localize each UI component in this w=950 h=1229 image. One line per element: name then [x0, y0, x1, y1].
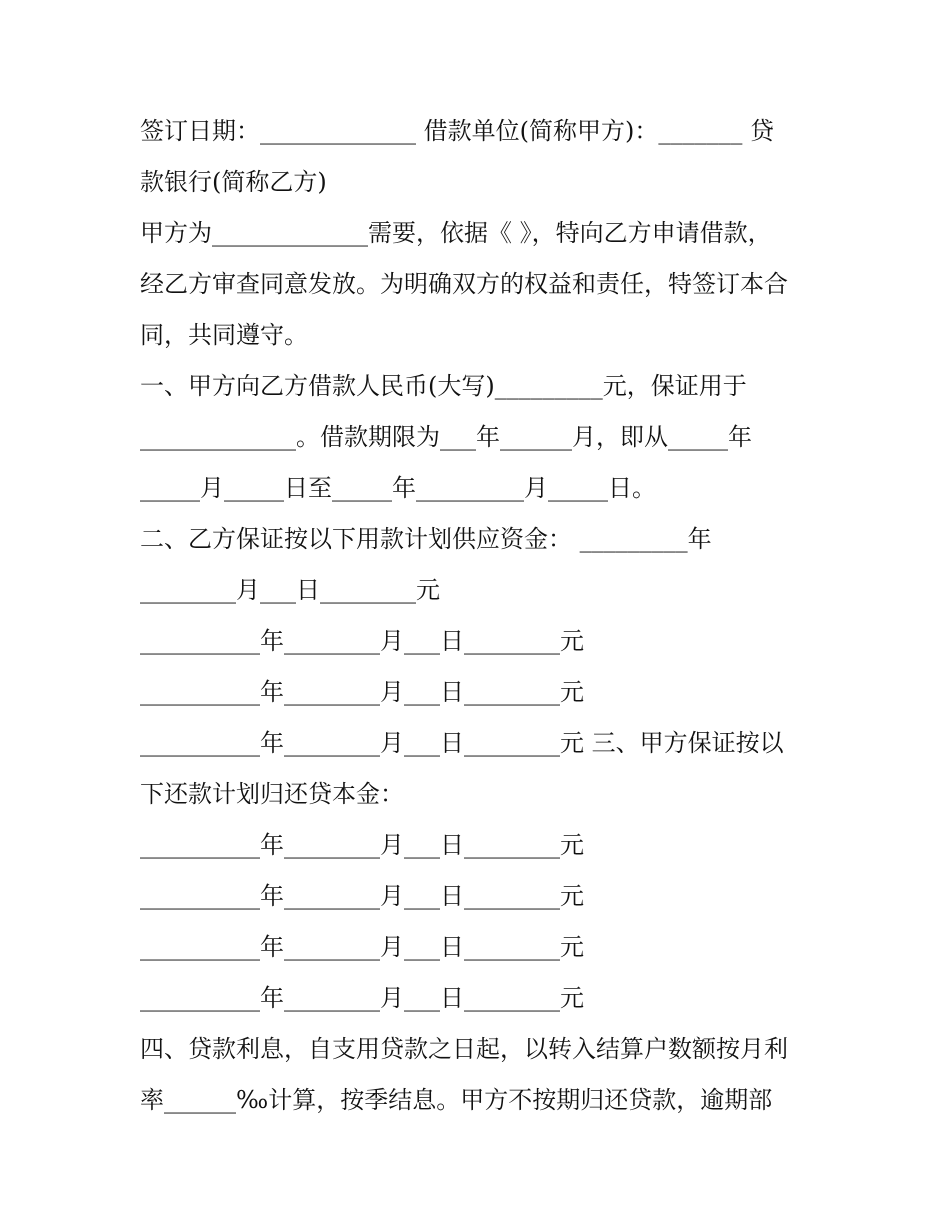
text-line: 同，共同遵守。 [140, 321, 308, 349]
contract-text [140, 106, 820, 1126]
text-line: __________年________月___日________元 [140, 882, 584, 910]
text-line: _____月_____日至_____年_________月_____日。 [140, 474, 656, 502]
text-line: 二、乙方保证按以下用款计划供应资金： _________年 [140, 525, 712, 553]
text-line: __________年________月___日________元 [140, 627, 584, 655]
text-line: __________年________月___日________元 三、甲方保证按以 [140, 729, 784, 757]
text-line: 签订日期：_____________ 借款单位(简称甲方)：_______ 贷 [140, 117, 774, 145]
text-line: ________月___日________元 [140, 576, 440, 604]
text-line: __________年________月___日________元 [140, 831, 584, 859]
text-line: 甲方为_____________需要，依据《 》，特向乙方申请借款， [140, 219, 772, 247]
text-line: 款银行(简称乙方) [140, 168, 327, 196]
text-line: __________年________月___日________元 [140, 678, 584, 706]
text-line: __________年________月___日________元 [140, 984, 584, 1012]
text-line: __________年________月___日________元 [140, 933, 584, 961]
text-line: 经乙方审查同意发放。为明确双方的权益和责任，特签订本合 [140, 270, 788, 298]
text-line: 一、甲方向乙方借款人民币(大写)_________元，保证用于 [140, 372, 747, 400]
text-line: 率______‰计算，按季结息。甲方不按期归还贷款，逾期部 [140, 1086, 773, 1114]
text-line: 下还款计划归还贷本金： [140, 780, 404, 808]
text-line: 四、贷款利息，自支用贷款之日起，以转入结算户数额按月利 [140, 1035, 788, 1063]
text-line: _____________。借款期限为___年______月，即从_____年 [140, 423, 752, 451]
